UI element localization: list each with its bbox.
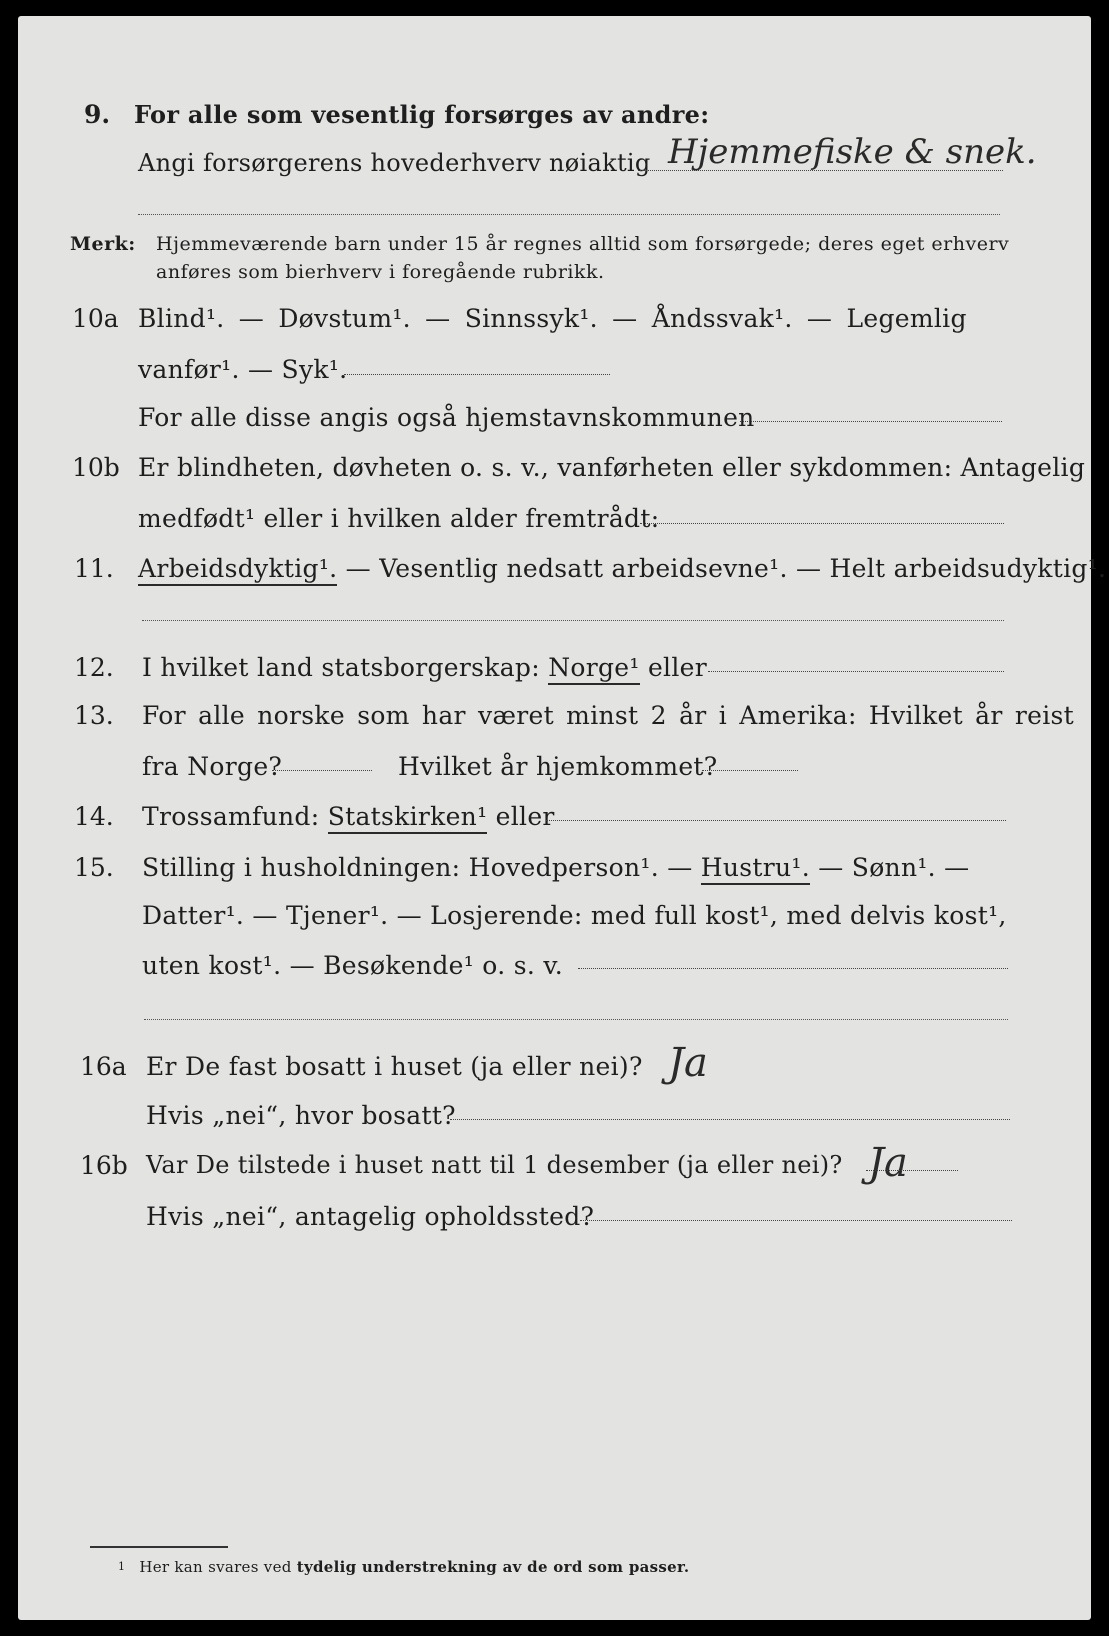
q10a-line2: vanfør¹. — Syk¹.	[138, 355, 348, 384]
q16b-handwritten-answer: Ja	[868, 1140, 908, 1186]
q16a-bosatt-line	[450, 1119, 1010, 1120]
q16a-number: 16a	[80, 1052, 127, 1081]
q16a-handwritten-answer: Ja	[668, 1040, 708, 1086]
q13-line2b: Hvilket år hjemkommet?	[398, 752, 718, 781]
q9-line2: Angi forsørgerens hovederhverv nøiaktig	[138, 149, 651, 177]
q15-line1-start: Stilling i husholdningen: Hovedperson¹. —	[142, 853, 701, 882]
q10b-answer-line	[640, 523, 1004, 524]
q16b-answer-line	[866, 1170, 958, 1171]
q11-text	[138, 554, 1106, 583]
q16b-line2: Hvis „nei“, antagelig opholdssted?	[146, 1202, 595, 1231]
footnote-plain: Her kan svares ved	[139, 1558, 297, 1576]
q10a-line1: Blind¹. — Døvstum¹. — Sinnssyk¹. — Åndssvak¹. — Legemlig	[138, 304, 967, 333]
q16b-number: 16b	[80, 1151, 128, 1180]
q9-number: 9.	[84, 100, 111, 129]
q16a-line2: Hvis „nei“, hvor bosatt?	[146, 1101, 456, 1130]
merk-line2: anføres som bierhverv i foregående rubrikk.	[156, 261, 605, 283]
q12-pre: I hvilket land statsborgerskap:	[142, 653, 549, 682]
q10a-syk-line	[344, 374, 610, 375]
q16a-line1: Er De fast bosatt i huset (ja eller nei)?	[146, 1052, 643, 1081]
footnote-bold: tydelig understrekning av de ord som passer.	[296, 1558, 690, 1576]
q13-number: 13.	[74, 701, 114, 730]
q13-reist-line	[272, 770, 372, 771]
q15-number: 15.	[74, 853, 114, 882]
q12-text	[142, 653, 707, 682]
q10b-line2: medfødt¹ eller i hvilken alder fremtrådt:	[138, 504, 660, 533]
footnote-rule	[90, 1546, 228, 1548]
census-form-page	[18, 16, 1107, 1620]
q10b-line1: Er blindheten, døvheten o. s. v., vanførheten eller sykdommen: Antagelig	[138, 453, 1086, 482]
merk-label: Merk:	[70, 233, 136, 255]
q15-line1	[142, 853, 969, 882]
q10a-number: 10a	[72, 304, 119, 333]
q14-post: eller	[487, 802, 555, 831]
q13-line2a: fra Norge?	[142, 752, 283, 781]
q15-line1-end: — Sønn¹. —	[809, 853, 970, 882]
q10a-line3: For alle disse angis også hjemstavnskommunen	[138, 403, 755, 432]
q15-selected-option: Hustru¹.	[701, 853, 810, 885]
q15-answer-line	[578, 968, 1008, 969]
q10a-kommune-line	[740, 421, 1002, 422]
q15-line2: Datter¹. — Tjener¹. — Losjerende: med full kost¹, med delvis kost¹,	[142, 901, 1007, 930]
q13-line1: For alle norske som har været minst 2 år i Amerika: Hvilket år reist	[142, 701, 1075, 730]
q9-line1: For alle som vesentlig forsørges av andre:	[134, 100, 710, 129]
q11-number: 11.	[74, 554, 114, 583]
q15-extra-line	[144, 1019, 1008, 1020]
q14-number: 14.	[74, 802, 114, 831]
q12-selected-option: Norge¹	[548, 653, 640, 685]
q10b-number: 10b	[72, 453, 120, 482]
footnote-mark: 1	[118, 1560, 126, 1573]
q12-answer-line	[708, 671, 1004, 672]
q14-answer-line	[546, 820, 1006, 821]
q12-post: eller	[639, 653, 707, 682]
q11-extra-line	[142, 620, 1004, 621]
q15-line3: uten kost¹. — Besøkende¹ o. s. v.	[142, 951, 564, 980]
footnote-text	[118, 1558, 689, 1576]
q14-text	[142, 802, 555, 831]
q9-handwritten-answer: Hjemmefiske & snek.	[668, 132, 1037, 172]
q14-pre: Trossamfund:	[142, 802, 328, 831]
q16b-opphold-line	[580, 1220, 1012, 1221]
q12-number: 12.	[74, 653, 114, 682]
q11-rest: — Vesentlig nedsatt arbeidsevne¹. — Helt arbeidsudyktig¹.	[337, 554, 1107, 583]
q16b-line1: Var De tilstede i huset natt til 1 desember (ja eller nei)?	[146, 1151, 843, 1179]
q9-extra-line	[138, 214, 1000, 215]
q11-selected-option: Arbeidsdyktig¹.	[138, 554, 337, 586]
q13-hjemkommet-line	[702, 770, 798, 771]
q14-selected-option: Statskirken¹	[328, 802, 488, 834]
merk-line1: Hjemmeværende barn under 15 år regnes alltid som forsørgede; deres eget erhverv	[156, 233, 1010, 255]
